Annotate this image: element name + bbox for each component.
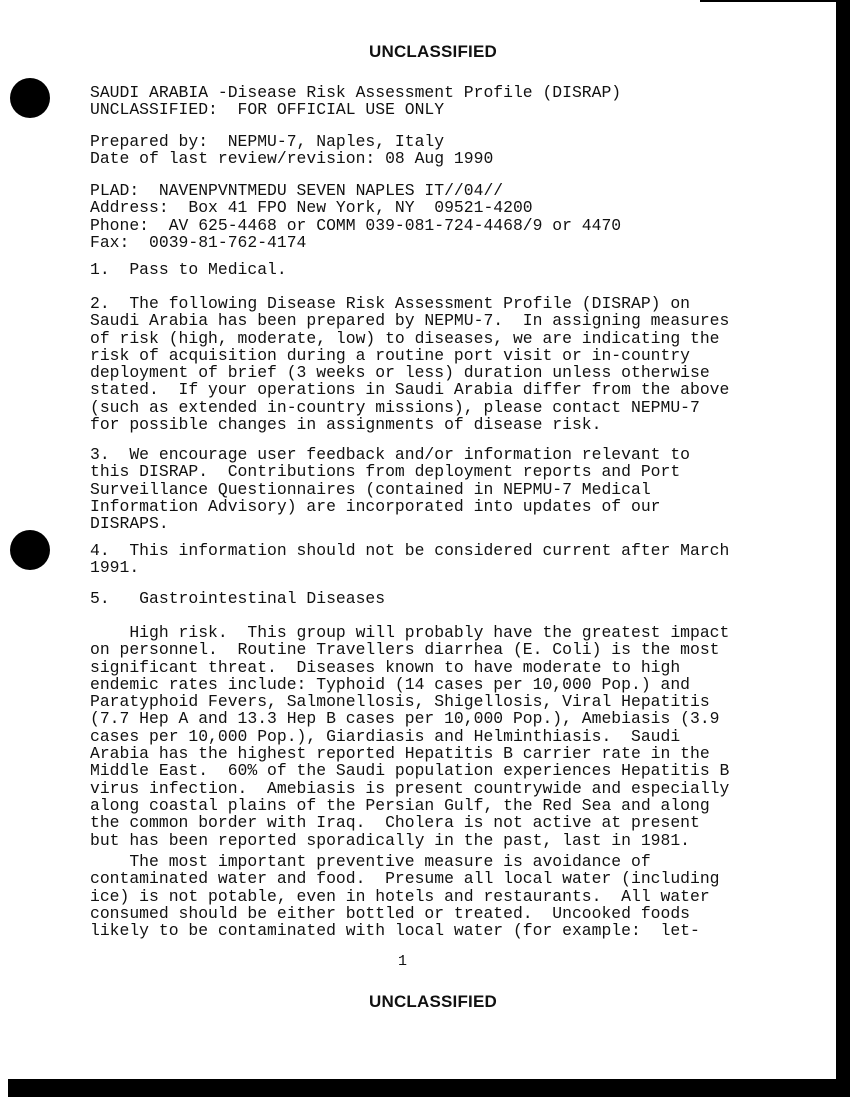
punch-hole xyxy=(10,78,50,118)
contact-block: PLAD: NAVENPVNTMEDU SEVEN NAPLES IT//04// Address: Box 41 FPO New York, NY 09521-4200 Phone: AV 625-4468 or COMM 039-081-724-4468/9 or 4470 Fax: 0039-81-762-4174 xyxy=(90,181,622,252)
footer-classification: UNCLASSIFIED xyxy=(368,992,498,1011)
paragraph-5-prevention: The most important preventive measure is avoidance of contaminated water and food. Presume all local water (including ice) is not potable, even in hotels and restaurants. All water consumed should be either bottled or treated. Uncooked foods likely to be contaminated with local water (for example: let- xyxy=(90,852,720,941)
paragraph-5-high-risk: High risk. This group will probably have the greatest impact on personnel. Routine Travellers diarrhea (E. Coli) is the most significant threat. Diseases known to have moderate to high endemic rates include: Typhoid (14 cases per 10,000 Pop.) and Paratyphoid Fevers, Salmonellosis, Shigellosis, Viral Hepatitis (7.7 Hep A and 13.3 Hep B cases per 10,000 Pop.), Amebiasis (3.9 cases per 10,000 Pop.), Giardiasis and Helminthiasis. Saudi Arabia has the highest reported Hepatitis B carrier rate in the Middle East. 60% of the Saudi population experiences Hepatitis B virus infection. Amebiasis is present countrywide and especially along coastal plains of the Persian Gulf, the Red Sea and along the common border with Iraq. Cholera is not active at present but has been reported sporadically in the past, last in 1981. xyxy=(90,623,730,850)
title-block: SAUDI ARABIA -Disease Risk Assessment Profile (DISRAP) UNCLASSIFIED: FOR OFFICIAL USE ONLY xyxy=(90,83,622,120)
scan-edge-top xyxy=(700,0,850,2)
paragraph-2: 2. The following Disease Risk Assessment Profile (DISRAP) on Saudi Arabia has been prepared by NEPMU-7. In assigning measures of risk (high, moderate, low) to diseases, we are indicating the risk of acquisition during a routine port visit or in-country deployment of brief (3 weeks or less) duration unless otherwise stated. If your operations in Saudi Arabia differ from the above (such as extended in-country missions), please contact NEPMU-7 for possible changes in assignments of disease risk. xyxy=(90,294,730,435)
punch-hole xyxy=(10,530,50,570)
scan-edge-bottom xyxy=(8,1079,850,1097)
paragraph-1: 1. Pass to Medical. xyxy=(90,260,287,279)
header-classification: UNCLASSIFIED xyxy=(368,42,498,61)
paragraph-3: 3. We encourage user feedback and/or information relevant to this DISRAP. Contributions from deployment reports and Port Surveillance Questionnaires (contained in NEPMU-7 Medical Information Advisory) are incorporated into updates of our DISRAPS. xyxy=(90,445,690,534)
prepared-block: Prepared by: NEPMU-7, Naples, Italy Date of last review/revision: 08 Aug 1990 xyxy=(90,132,494,169)
section-5-heading: 5. Gastrointestinal Diseases xyxy=(90,589,386,608)
scan-edge-right xyxy=(836,0,850,1097)
paragraph-4: 4. This information should not be considered current after March 1991. xyxy=(90,541,730,578)
page-number: 1 xyxy=(398,953,408,970)
